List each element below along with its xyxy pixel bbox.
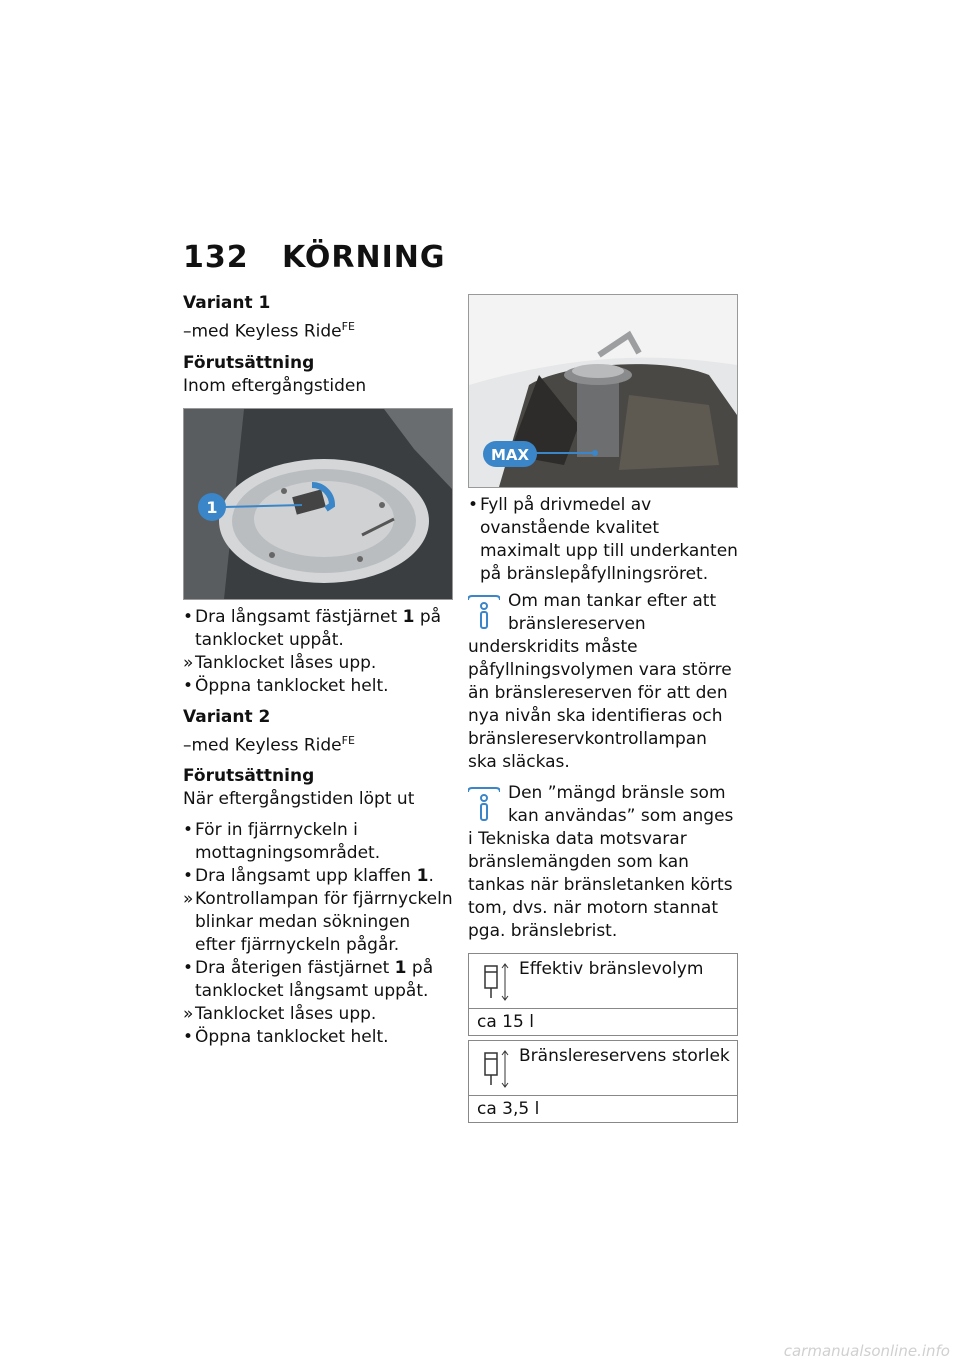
max-label: MAX <box>490 446 530 464</box>
step: • För in fjärrnyckeln i mottagningsområdet. <box>183 820 381 864</box>
fuel-gauge-icon <box>483 1049 511 1089</box>
info-icon <box>468 592 500 632</box>
step: • Dra långsamt fästjärnet 1 på tanklocket uppåt. <box>183 606 442 650</box>
spec-box-fuel-volume <box>468 953 738 1036</box>
step: » Kontrollampan för fjärrnyckeln blinkar medan sökningen efter fjärrnyckeln pågår. <box>183 889 453 956</box>
step: • Öppna tanklocket helt. <box>183 1027 389 1048</box>
variant1-prereq-title: Förutsättning <box>183 352 315 373</box>
variant1-subtitle: –med Keyless Ride$^{FE}$ <box>183 320 355 342</box>
right-column <box>468 294 738 1123</box>
variant2-title: Variant 2 <box>183 706 271 727</box>
variant1-title: Variant 1 <box>183 293 271 313</box>
callout-number: 1 <box>206 497 218 517</box>
fill-step: • Fyll på drivmedel av ovanstående kvalitet maximalt upp till underkanten på bränslepåfyllningsröret. <box>468 495 738 584</box>
page-number: 132 <box>183 240 249 275</box>
step: • Dra långsamt upp klaffen 1. <box>183 866 434 887</box>
step: • Dra återigen fästjärnet 1 på tanklocket långsamt uppåt. <box>183 958 434 1002</box>
info-icon <box>468 784 500 824</box>
variant2-prereq-title: Förutsättning <box>183 766 315 787</box>
spec-label: Effektiv bränslevolym <box>519 959 704 979</box>
variant1-prereq-text: Inom eftergångstiden <box>183 375 367 396</box>
spec-label: Bränslereservens storlek <box>519 1046 730 1066</box>
fuel-gauge-icon <box>483 962 511 1002</box>
tank-cap-photo <box>183 408 453 600</box>
chapter-title: KÖRNING <box>282 240 446 275</box>
step: • Öppna tanklocket helt. <box>183 675 389 696</box>
spec-box-reserve <box>468 1040 738 1123</box>
spec-value: ca 15 l <box>477 1012 534 1032</box>
step: » Tanklocket låses upp. <box>183 652 377 673</box>
filler-neck-photo <box>468 294 738 488</box>
left-column <box>183 292 453 1049</box>
info-note-1: Om man tankar efter att bränslereserven underskridits måste påfyllningsvolymen vara större än bränslereserven för att den nya nivån ska identifieras och bränslereservkontrollampan ska släckas. <box>468 591 732 772</box>
spec-value: ca 3,5 l <box>477 1099 540 1119</box>
variant1-steps <box>183 606 453 698</box>
info-note-2: Den ”mängd bränsle som kan användas” som anges i Tekniska data motsvarar bränslemängden som kan tankas när bränsletanken körts tom, dvs. när motorn stannat pga. bränslebrist. <box>468 783 734 941</box>
variant2-subtitle: –med Keyless Ride$^{FE}$ <box>183 733 355 756</box>
variant2-prereq-text: När eftergångstiden löpt ut <box>183 789 415 810</box>
variant2-steps <box>183 819 453 1049</box>
step: » Tanklocket låses upp. <box>183 1004 377 1025</box>
watermark: carmanualsonline.info <box>783 1342 950 1360</box>
